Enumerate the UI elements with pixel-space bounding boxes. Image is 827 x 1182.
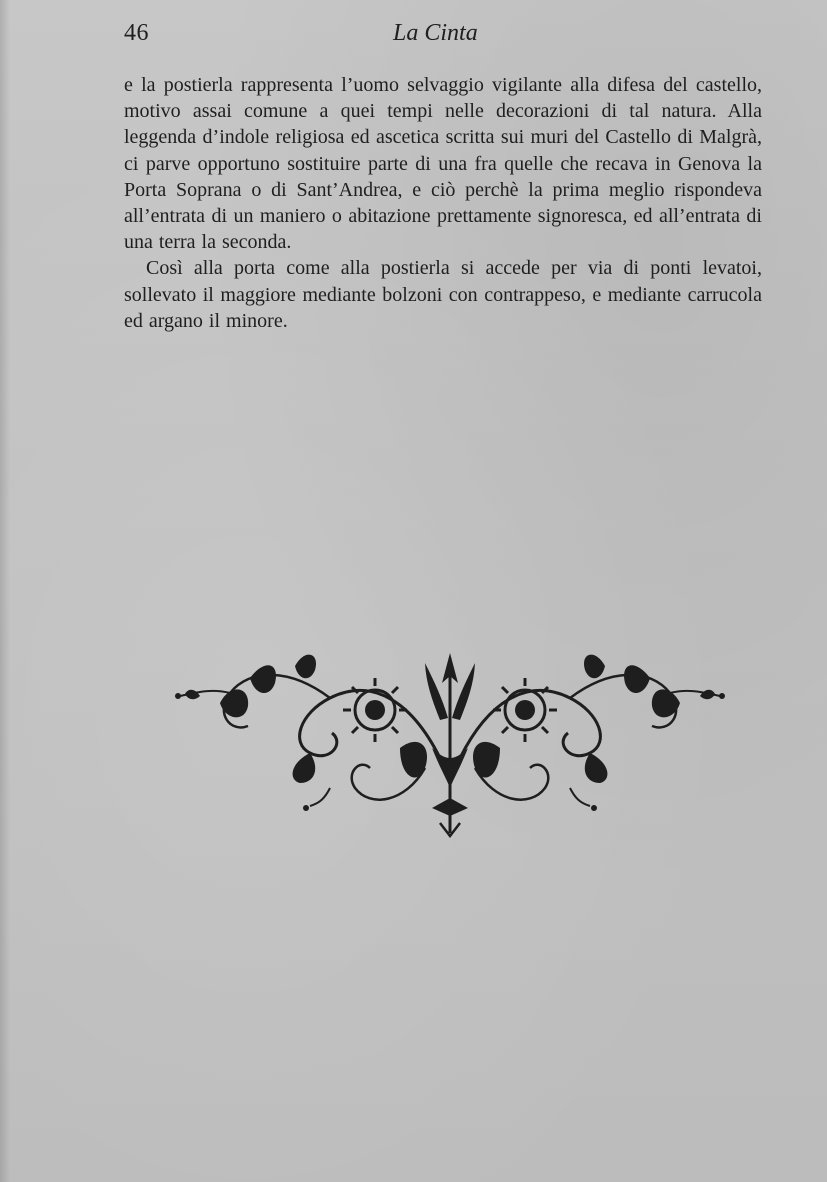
body-text [124, 72, 762, 334]
page-edge-shadow [0, 0, 10, 1182]
show-through-shadow [110, 870, 750, 1070]
paragraph-1: e la postierla rappresenta l’uomo selvaggio vigilante alla difesa del castello, motivo assai comune a quei tempi nelle decorazioni di tal natura. Alla leggenda d’indole religiosa ed ascetica scritta sui muri del Castello di Malgrà, ci parve opportuno sostituire parte di una fra quelle che recava in Genova la Porta Soprana o di Sant’Andrea, e ciò perchè la prima meglio rispondeva all’entrata di un maniero o abitazione prettamente signoresca, ed all’entrata di una terra la seconda. [124, 74, 762, 254]
running-title: La Cinta [393, 20, 478, 46]
floral-tailpiece-ornament-icon [170, 638, 730, 838]
page-number: 46 [124, 20, 149, 46]
page-header [0, 20, 827, 52]
paragraph-2: Così alla porta come alla postierla si accede per via di ponti levatoi, sollevato il maggiore mediante bolzoni con contrappeso, e mediante carrucola ed argano il minore. [124, 257, 762, 332]
